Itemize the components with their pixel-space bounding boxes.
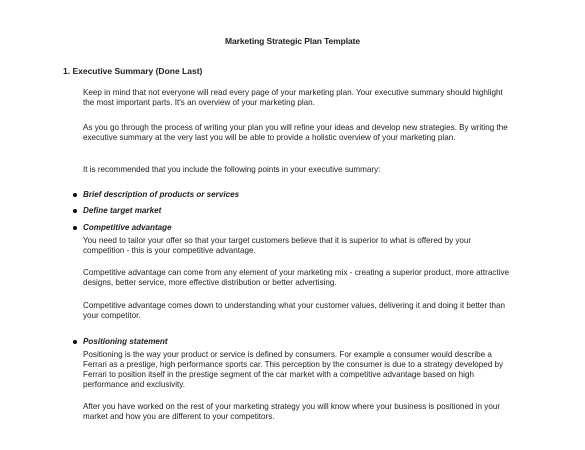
competitive-paragraph-2: Competitive advantage can come from any element of your marketing mix - creating a superior product, more attractive designs, better service, more effective distribution or better advertising. [83,268,510,287]
intro-paragraph-2: As you go through the process of writing your plan you will refine your ideas and develop new strategies. By writing the executive summary at the very last you will be able to provide a holistic overview of your marketing plan. [83,123,508,142]
bullet-products: Brief description of products or services [83,190,240,199]
bullet-dot-icon [73,193,77,197]
bullet-dot-icon [73,226,77,230]
section-heading: 1. Executive Summary (Done Last) [63,66,203,76]
positioning-paragraph-1: Positioning is the way your product or service is defined by consumers. For example a consumer would describe a Ferrari as a prestige, high performance sports car. This perception by the consumer is due to a strategy developed by Ferrari to position itself in the prestige segment of the car market with a competitive advantage based on high performance and exclusivity. [83,350,504,389]
competitive-paragraph-1: You need to tailor your offer so that your target customers believe that it is superior to what is offered by your competition - this is your competitive advantage. [83,236,472,255]
bullet-positioning-statement: Positioning statement [83,337,168,346]
intro-paragraph-1: Keep in mind that not everyone will read every page of your marketing plan. Your executive summary should highlight the most important parts. It's an overview of your marketing plan. [83,88,503,107]
competitive-paragraph-3: Competitive advantage comes down to understanding what your customer values, delivering it and doing it better than your competitor. [83,301,506,320]
document-title: Marketing Strategic Plan Template [225,36,360,46]
bullet-competitive-advantage: Competitive advantage [83,223,172,232]
bullet-dot-icon [73,340,77,344]
positioning-paragraph-2: After you have worked on the rest of your marketing strategy you will know where your business is positioned in your market and how you are different to your competitors. [83,402,501,421]
intro-paragraph-3: It is recommended that you include the following points in your executive summary: [83,165,381,174]
bullet-target-market: Define target market [83,206,162,215]
bullet-dot-icon [73,209,77,213]
